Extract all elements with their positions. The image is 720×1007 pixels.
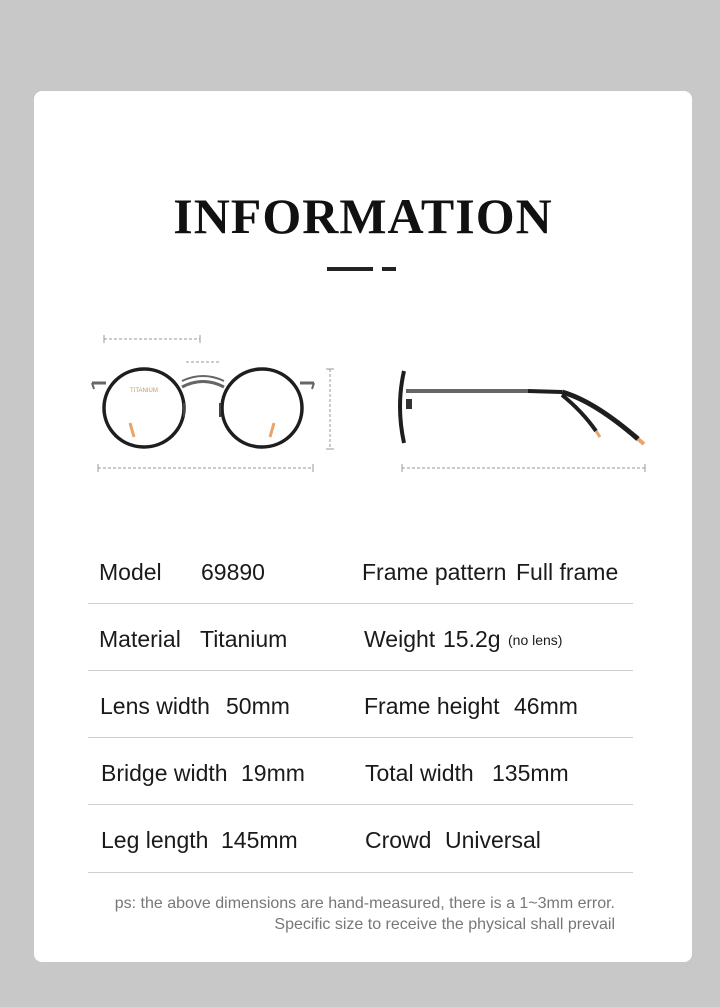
spec-value: 135mm [492,760,569,786]
spec-value: 145mm [221,827,298,853]
spec-label: Frame height [364,693,500,719]
spec-label: Weight [364,626,436,652]
measurement-note [115,893,615,935]
spec-label: Frame pattern [362,559,507,585]
spec-value: Titanium [200,626,288,652]
spec-row [88,671,633,738]
spec-value: 69890 [201,559,265,585]
spec-note: (no lens) [508,632,563,648]
note-line: ps: the above dimensions are hand-measured, there is a 1~3mm error. [114,895,615,912]
spec-value: Universal [445,827,541,853]
spec-row [88,738,633,805]
spec-label: Crowd [365,827,432,853]
spec-value: 50mm [226,693,290,719]
spec-label: Total width [365,760,474,786]
note-line: Specific size to receive the physical shall prevail [274,916,615,933]
title-underline-long [327,267,373,271]
spec-row [88,537,633,604]
spec-value: Full frame [516,559,619,585]
spec-label: Model [99,559,162,585]
spec-row [88,805,633,873]
spec-value: 46mm [514,693,578,719]
spec-value: 15.2g [443,626,501,652]
spec-value: 19mm [241,760,305,786]
spec-label: Leg length [101,827,209,853]
info-card [34,91,692,962]
lens-imprint-text: TITANIUM [130,388,158,394]
spec-row [88,604,633,671]
spec-label: Lens width [100,693,210,719]
glasses-illustration [34,321,692,481]
spec-table [88,537,633,873]
front-dimension-lines [98,335,334,472]
spec-label: Material [99,626,181,652]
side-view-glasses [400,371,644,444]
side-dimension-lines [402,464,645,472]
page-title: INFORMATION [173,188,553,244]
spec-label: Bridge width [101,760,228,786]
front-view-glasses [92,369,314,447]
title-underline-short [382,267,396,271]
